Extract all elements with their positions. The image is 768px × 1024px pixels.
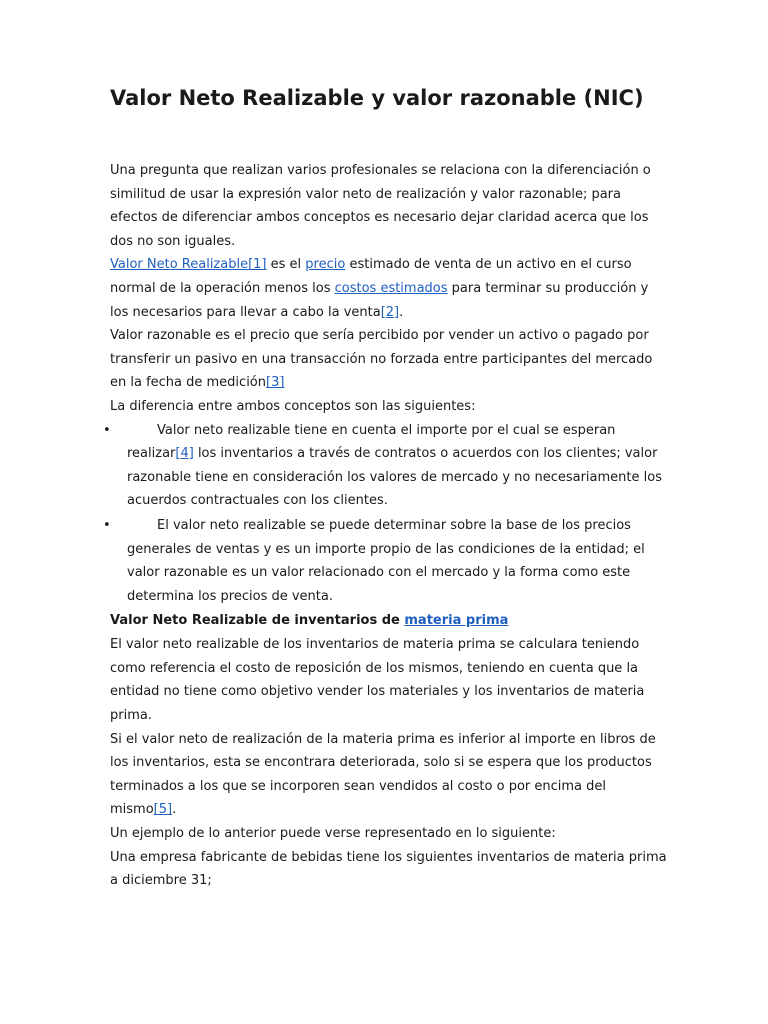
footnote-ref-3[interactable]: [3] bbox=[266, 375, 285, 391]
example-intro: Un ejemplo de lo anterior puede verse representado en lo siguiente: bbox=[110, 826, 556, 842]
bullet-icon: • bbox=[103, 422, 111, 438]
vnr-link[interactable]: Valor Neto Realizable[1] bbox=[110, 257, 267, 273]
footnote-ref-4[interactable]: [4] bbox=[175, 446, 194, 462]
document-body bbox=[103, 159, 670, 893]
differences-intro: La diferencia entre ambos conceptos son las siguientes: bbox=[110, 398, 476, 414]
valor-razonable-paragraph: Valor razonable es el precio que sería percibido por vender un activo o pagado por transferir un pasivo en una transacción no forzada entre participantes del mercado en la fecha de medición[3] bbox=[110, 328, 653, 391]
intro-paragraph: Una pregunta que realizan varios profesionales se relaciona con la diferenciación o similitud de usar la expresión valor neto de realización y valor razonable; para efectos de diferenciar ambos conceptos es necesario dejar claridad acerca que los dos no son iguales. bbox=[110, 163, 651, 249]
precio-link[interactable]: precio bbox=[305, 257, 346, 273]
bullet-icon: • bbox=[103, 517, 111, 533]
document-page bbox=[103, 84, 670, 893]
section-subheading: Valor Neto Realizable de inventarios de materia prima bbox=[110, 613, 509, 629]
list-item: • El valor neto realizable se puede determinar sobre la base de los precios generales de ventas y es un importe propio de las condiciones de la entidad; el valor razonable es un valor relacionado con el mercado y la forma como este determina los precios de venta. bbox=[0, 514, 670, 608]
footnote-ref-5[interactable]: [5] bbox=[153, 802, 173, 818]
materia-prima-link[interactable]: materia prima bbox=[404, 613, 509, 629]
differences-list bbox=[0, 419, 670, 609]
example-paragraph: Una empresa fabricante de bebidas tiene los siguientes inventarios de materia prima a diciembre 31; bbox=[110, 849, 667, 889]
page-title: Valor Neto Realizable y valor razonable (NIC) bbox=[110, 86, 644, 110]
materia-prima-paragraph: El valor neto realizable de los inventarios de materia prima se calculara teniendo como referencia el costo de reposición de los mismos, teniendo en cuenta que la entidad no tiene como objetivo vender los materiales y los inventarios de materia prima. bbox=[110, 637, 645, 724]
list-item: • Valor neto realizable tiene en cuenta el importe por el cual se esperan realizar[4] los inventarios a través de contratos o acuerdos con los clientes; valor razonable tiene en consideración los valores de mercado y no necesariamente los acuerdos contractuales con los clientes. bbox=[0, 419, 670, 513]
costos-estimados-link[interactable]: costos estimados bbox=[334, 280, 448, 296]
vnr-definition-paragraph: Valor Neto Realizable[1] es el precio estimado de venta de un activo en el curso normal de la operación menos los costos estimados para terminar su producción y los necesarios para llevar a cabo la venta[2]. bbox=[110, 257, 649, 320]
footnote-ref-2[interactable]: [2] bbox=[380, 304, 400, 320]
deterioro-paragraph: Si el valor neto de realización de la materia prima es inferior al importe en libros de los inventarios, esta se encontrara deteriorada, solo si se espera que los productos terminados a los que se incorporen sean vendidos al costo o por encima del mismo[5]. bbox=[110, 731, 656, 818]
